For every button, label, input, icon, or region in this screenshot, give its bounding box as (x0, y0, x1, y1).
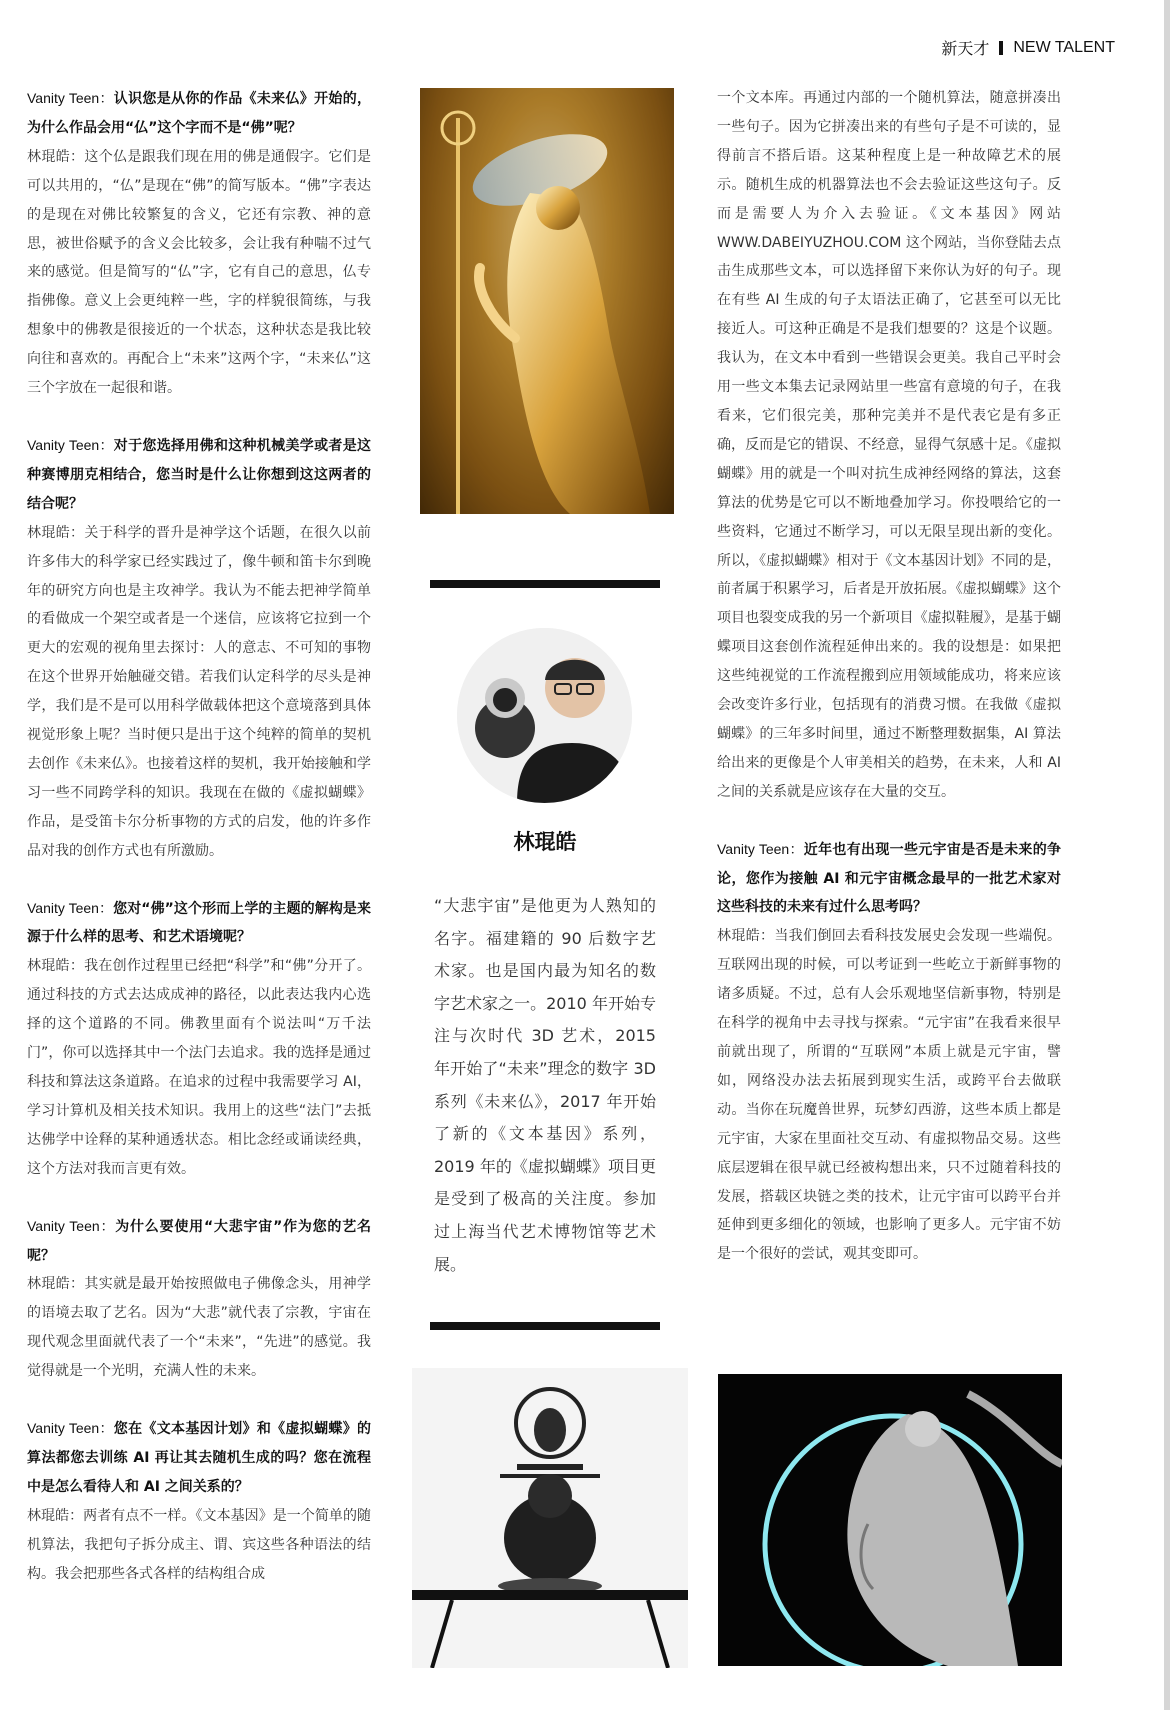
a-text: 这个仏是跟我们现在用的佛是通假字。它们是可以共用的，“仏”是现在“佛”的简写版本。“佛”字表达的是现在对佛比较繁复的含义，它还有宗教、神的意思，被世俗赋予的含义会比较多，会让我有种喘不过气来的感觉。但是简写的“仏”字，它有自己的意思，仏专指佛像。意义上会更纯粹一些，字的样貌很简练，与我想象中的佛教是很接近的一个状态，这种状态是我比较向往和喜欢的。再配合上“未来”这两个字，“未来仏”这三个字放在一起很和谐。 (27, 148, 372, 397)
q-text: 您在《文本基因计划》和《虚拟蝴蝶》的算法都您去训练 AI 再让其去随机生成的吗？您在流程中是怎么看待人和 AI 之间关系的？ (27, 1421, 372, 1495)
q-text: 认识您是从你的作品《未来仏》开始的，为什么作品会用“仏”这个字而不是“佛”呢？ (27, 91, 372, 136)
q-label: Vanity Teen： (27, 436, 114, 453)
cyber-buddha-image (718, 1374, 1062, 1666)
buddha-sculptures-image (412, 1368, 688, 1668)
answer-3 (27, 952, 371, 1183)
divider-rule-bottom (430, 1322, 660, 1330)
q-text: 为什么要使用“大悲宇宙”作为您的艺名呢？ (27, 1218, 371, 1264)
answer-continued: 一个文本库。再通过内部的一个随机算法，随意拼凑出一些句子。因为它拼凑出来的有些句子是不可读的，显得前言不搭后语。这某种程度上是一种故障艺术的展示。随机生成的机器算法也不会去验证这些这句子。反而是需要人为介入去验证。《文本基因》网站 WWW.DABEIYUZHOU.COM 这个网站，当你登陆去点击生成那些文本，可以选择留下来你认为好的句子。现在有些 AI 生成的句子太语法正确了，它甚至可以无比接近人。可这种正确是不是我们想要的？这是个议题。我认为，在文本中看到一些错误会更美。我自己平时会用一些文本集去记录网站里一些富有意境的句子，在我看来，它们很完美，那种完美并不是代表它是有多正确，反而是它的错误、不经意，显得气氛感十足。《虚拟蝴蝶》用的就是一个叫对抗生成神经网络的算法，这套算法的优势是它可以不断地叠加学习。你投喂给它的一些资料，它通过不断学习，可以无限呈现出新的变化。所以，《虚拟蝴蝶》相对于《文本基因计划》不同的是，前者属于积累学习，后者是开放拓展。《虚拟蝴蝶》这个项目也裂变成我的另一个新项目《虚拟鞋履》，是基于蝴蝶项目这套创作流程延伸出来的。我的设想是：如果把这些纯视觉的工作流程搬到应用领域能成功，将来应该会改变许多行业，包括现有的消费习惯。在我做《虚拟蝴蝶》的三年多时间里，通过不断整理数据集，AI 算法给出来的更像是个人审美相关的趋势，在未来，人和 AI 之间的关系就是应该存在大量的交互。 (717, 90, 1061, 800)
a-label: 林琨皓： (717, 928, 775, 945)
a-label: 林琨皓： (27, 958, 85, 975)
q-label: Vanity Teen： (717, 840, 804, 857)
question-4 (27, 1212, 371, 1271)
a-label: 林琨皓： (27, 148, 85, 165)
answer-6 (717, 922, 1061, 1269)
q-text: 近年也有出现一些元宇宙是否是未来的争论，您作为接触 AI 和元宇宙概念最早的一批艺术家对这些科技的未来有过什么思考吗？ (717, 841, 1062, 916)
artist-portrait (457, 628, 632, 803)
question-2 (27, 431, 371, 519)
answer-1 (27, 143, 371, 403)
q-label: Vanity Teen： (27, 1420, 114, 1437)
answer-2 (27, 519, 371, 866)
q-label: Vanity Teen： (27, 899, 114, 916)
left-column (27, 84, 371, 1589)
portrait-illustration (457, 628, 632, 803)
a-text: 我在创作过程里已经把“科学”和“佛”分开了。通过科技的方式去达成成神的路径，以此表达我内心选择的这个道路的不同。佛教里面有个说法叫“万千法门”，你可以选择其中一个法门去追求。我的选择是通过科技和算法这条道路。在追求的过程中我需要学习 AI，学习计算机及相关技术知识。我用上的这些“法门”去抵达佛学中诠释的某种通透状态。相比念经或诵读经典，这个方法对我而言更有效。 (27, 958, 372, 1177)
question-1 (27, 84, 371, 143)
a-text: 当我们倒回去看科技发展史会发现一些端倪。互联网出现的时候，可以考证到一些屹立于新鲜事物的诸多质疑。不过，总有人会乐观地坚信新事物，特别是在科学的视角中去寻找与探索。“元宇宙”在我看来很早前就出现了，所谓的“互联网”本质上就是元宇宙，譬如，网络没办法去拓展到现实生活，或跨平台去做联动。当你在玩魔兽世界，玩梦幻西游，这些本质上都是元宇宙，大家在里面社交互动、有虚拟物品交易。这些底层逻辑在很早就已经被构想出来，只不过随着科技的发展，搭载区块链之类的技术，让元宇宙可以跨平台并延伸到更多细化的领域，也影响了更多人。元宇宙不妨是一个很好的尝试，观其变即可。 (717, 928, 1062, 1263)
divider-rule-top (430, 580, 660, 588)
a-label: 林琨皓： (27, 524, 85, 541)
header-en: NEW TALENT (1013, 38, 1115, 56)
answer-5 (27, 1502, 371, 1589)
golden-buddha-image (420, 88, 674, 514)
artist-name: 林琨皓 (513, 830, 577, 854)
q-text: 对于您选择用佛和这种机械美学或者是这种赛博朋克相结合，您当时是什么让你想到这这两者的结合呢？ (27, 437, 372, 512)
q-label: Vanity Teen： (27, 90, 114, 106)
artist-bio: “大悲宇宙”是他更为人熟知的名字。福建籍的 90 后数字艺术家。也是国内最为知名的数字艺术家之一。2010 年开始专注与次时代 3D 艺术，2015 年开始了“未来”理念的数字 3D 系列《未来仏》，2017 年开始了新的《文本基因》系列，2019 年的《虚拟蝴蝶》项目更是受到了极高的关注度。参加过上海当代艺术博物馆等艺术展。 (434, 896, 656, 1274)
header-divider (999, 41, 1003, 55)
a-label: 林琨皓： (27, 1276, 85, 1293)
header-cn: 新天才 (941, 39, 990, 58)
a-label: 林琨皓： (27, 1507, 84, 1524)
magazine-header (941, 36, 1115, 59)
page-edge (1164, 0, 1170, 1710)
q-text: 您对“佛”这个形而上学的主题的解构是来源于什么样的思考、和艺术语境呢？ (27, 900, 371, 946)
question-3 (27, 894, 371, 953)
golden-buddha-illustration (420, 88, 674, 514)
sculptures-illustration (412, 1368, 688, 1668)
right-column (717, 84, 1061, 1269)
question-5 (27, 1414, 371, 1502)
question-6 (717, 835, 1061, 923)
cyber-buddha-illustration (718, 1374, 1062, 1666)
answer-4 (27, 1270, 371, 1386)
q-label: Vanity Teen： (27, 1217, 116, 1234)
a-text: 关于科学的晋升是神学这个话题，在很久以前许多伟大的科学家已经实践过了，像牛顿和笛卡尔到晚年的研究方向也是主攻神学。我认为不能去把神学简单的看做成一个架空或者是一个迷信，应该将它拉到一个更大的宏观的视角里去探讨：人的意志、不可知的事物在这个世界开始触碰交错。若我们认定科学的尽头是神学，我们是不是可以用科学做载体把这个意境落到具体视觉形象上呢？当时便只是出于这个纯粹的简单的契机去创作《未来仏》。也接着这样的契机，我开始接触和学习一些不同跨学科的知识。我现在在做的《虚拟蝴蝶》作品，是受笛卡尔分析事物的方式的启发，他的许多作品对我的创作方式也有所激励。 (27, 524, 372, 859)
a-text: 两者有点不一样。《文本基因》是一个简单的随机算法，我把句子拆分成主、谓、宾这些各种语法的结构。我会把那些各式各样的结构组合成 (27, 1507, 372, 1582)
a-text: 其实就是最开始按照做电子佛像念头，用神学的语境去取了艺名。因为“大悲”就代表了宗教，宇宙在现代观念里面就代表了一个“未来”，“先进”的感觉。我觉得就是一个光明，充满人性的未来。 (27, 1276, 372, 1380)
